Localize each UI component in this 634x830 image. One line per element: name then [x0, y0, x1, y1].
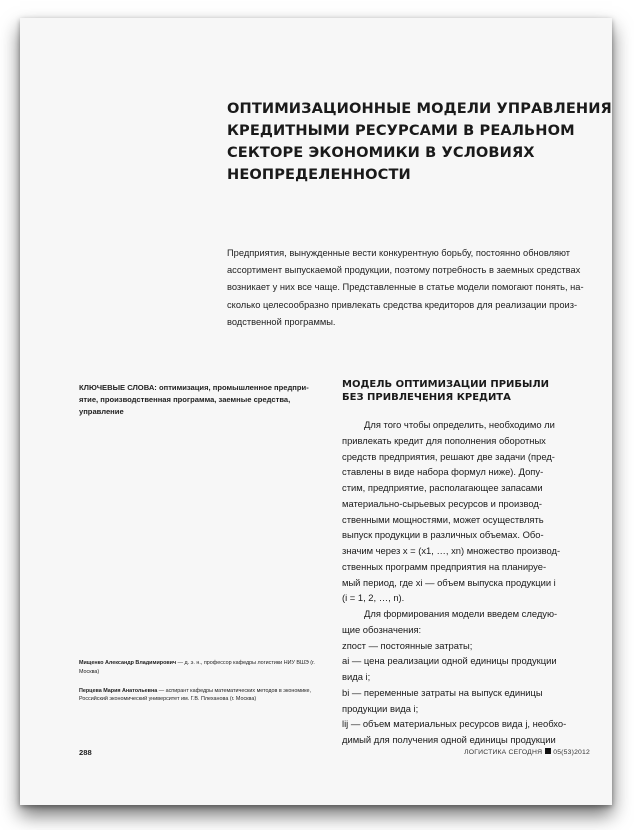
definition-line: ai — цена реализации одной единицы продукции — [342, 655, 557, 667]
abstract-line: ассортимент выпускаемой продукции, поэтому потребность в заемных средствах — [227, 265, 581, 276]
section-heading — [342, 379, 592, 404]
section-heading-line: БЕЗ ПРИВЛЕЧЕНИЯ КРЕДИТА — [342, 391, 511, 403]
definition-line: bi — переменные затраты на выпуск единицы — [342, 686, 543, 698]
body-line: мый период, где xi — объем выпуска продукции i — [342, 576, 556, 588]
journal-footer — [464, 748, 590, 756]
title-line: НЕОПРЕДЕЛЕННОСТИ — [227, 166, 411, 183]
author-name: Перцева Мария Анатольевна — [79, 687, 158, 694]
body-line: ственных программ предприятия на планируе- — [342, 560, 547, 572]
journal-name: ЛОГИСТИКА СЕГОДНЯ — [464, 749, 543, 756]
body-line: средств предприятия, решают две задачи (пред- — [342, 450, 555, 462]
body-line: щие обозначения: — [342, 623, 422, 635]
body-line: привлекать кредит для пополнения оборотных — [342, 434, 546, 446]
author-desc: — д. э. н., профессор кафедры логистики НИУ ВШЭ (г. Москва) — [79, 660, 315, 675]
definition-line: lij — объем материальных ресурсов вида j, необхо- — [342, 718, 567, 730]
title-line: СЕКТОРЕ ЭКОНОМИКИ В УСЛОВИЯХ — [227, 144, 535, 161]
author-desc: — аспирант кафедры математических методов в экономике, Российский экономический университет им. Г.В. Плеханова (г. Москва) — [79, 687, 312, 703]
body-line: (i = 1, 2, …, n). — [342, 592, 405, 604]
abstract-line: Предприятия, вынужденные вести конкурентную борьбу, постоянно обновляют — [227, 248, 571, 258]
title-line: КРЕДИТНЫМИ РЕСУРСАМИ В РЕАЛЬНОМ — [227, 122, 575, 139]
definition-line: продукции вида i; — [342, 702, 419, 714]
section-heading-line: МОДЕЛЬ ОПТИМИЗАЦИИ ПРИБЫЛИ — [342, 379, 550, 390]
body-line: Для того чтобы определить, необходимо ли — [364, 419, 555, 430]
definition-line: вида i; — [342, 671, 371, 682]
body-line: ставлены в виде набора формул ниже). Допу- — [342, 466, 544, 478]
page-sheet — [20, 18, 612, 805]
page-number: 288 — [79, 748, 92, 757]
authors-block — [79, 659, 327, 714]
author-name: Мищенко Александр Владимирович — [79, 660, 177, 666]
abstract-line: возникает у них все чаще. Представленные в статье модели помогают понять, на- — [227, 282, 584, 293]
definition-line: zпост — постоянные затраты; — [342, 639, 473, 651]
author-entry — [79, 659, 327, 677]
abstract-line: водственной программы. — [227, 316, 336, 327]
body-text — [342, 417, 604, 748]
keywords-block — [79, 382, 314, 417]
keywords-label: КЛЮЧЕВЫЕ СЛОВА: — [79, 383, 157, 392]
body-line: выпуск продукции в различных объемах. Обо- — [342, 529, 544, 541]
keywords-text: оптимизация, промышленное предпри-ятие, производственная программа, заемные средства, управление — [79, 383, 309, 416]
body-line: значим через x = (x1, …, xn) множество производ- — [342, 545, 561, 556]
body-line: стим, предприятие, располагающее запасами — [342, 482, 543, 493]
title-line: ОПТИМИЗАЦИОННЫЕ МОДЕЛИ УПРАВЛЕНИЯ — [227, 100, 612, 117]
body-line: ственными мощностями, может осуществлять — [342, 513, 544, 525]
abstract — [227, 245, 595, 331]
square-bullet-icon — [545, 748, 551, 754]
abstract-line: сколько целесообразно привлекать средства кредиторов для реализации произ- — [227, 299, 578, 310]
definition-line: димый для получения одной единицы продукции — [342, 734, 556, 745]
article-title — [227, 98, 612, 186]
journal-issue: 05(53)2012 — [553, 749, 590, 756]
author-entry — [79, 687, 327, 705]
body-line: материально-сырьевых ресурсов и производ- — [342, 497, 542, 509]
body-line: Для формирования модели введем следую- — [364, 608, 558, 619]
